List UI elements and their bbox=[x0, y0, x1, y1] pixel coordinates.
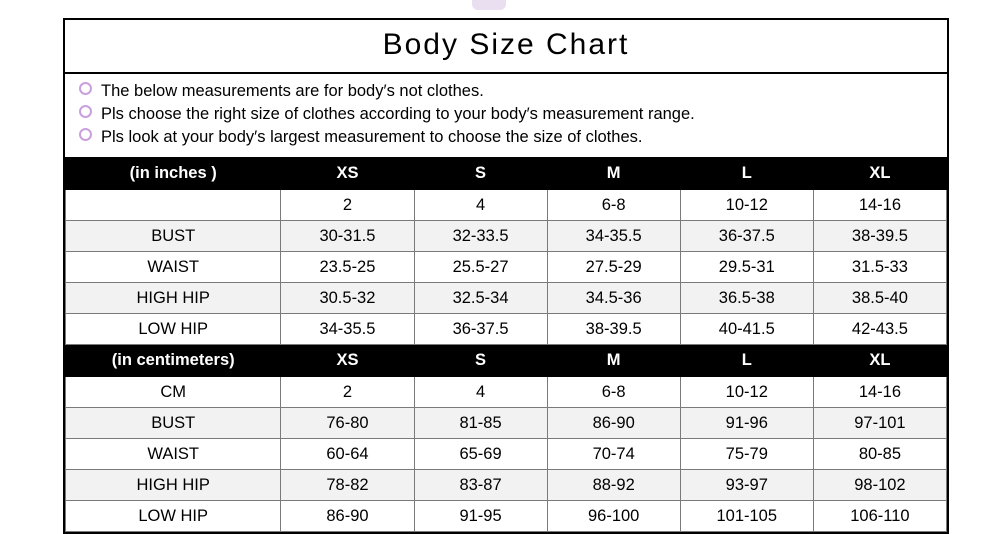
row-value: 97-101 bbox=[813, 408, 946, 439]
row-value: 2 bbox=[281, 377, 414, 408]
column-header-l: L bbox=[680, 158, 813, 190]
bullet-circle-icon bbox=[79, 128, 92, 141]
row-label: BUST bbox=[66, 221, 281, 252]
column-header-m: M bbox=[547, 158, 680, 190]
row-value: 14-16 bbox=[813, 190, 946, 221]
row-value: 86-90 bbox=[547, 408, 680, 439]
note-item bbox=[79, 103, 947, 126]
column-header-unit-cm: (in centimeters) bbox=[66, 345, 281, 377]
note-text: Pls look at your body′s largest measurement to choose the size of clothes. bbox=[101, 128, 643, 146]
row-value: 96-100 bbox=[547, 501, 680, 532]
column-header-xl-cm: XL bbox=[813, 345, 946, 377]
column-header-l-cm: L bbox=[680, 345, 813, 377]
row-value: 32-33.5 bbox=[414, 221, 547, 252]
note-item bbox=[79, 126, 947, 149]
row-label: CM bbox=[66, 377, 281, 408]
row-value: 14-16 bbox=[813, 377, 946, 408]
table-row bbox=[66, 283, 947, 314]
column-header-m-cm: M bbox=[547, 345, 680, 377]
measurements-table bbox=[65, 157, 947, 532]
row-value: 75-79 bbox=[680, 439, 813, 470]
inches-header-row bbox=[66, 158, 947, 190]
row-value: 40-41.5 bbox=[680, 314, 813, 345]
row-value: 80-85 bbox=[813, 439, 946, 470]
row-value: 27.5-29 bbox=[547, 252, 680, 283]
row-value: 23.5-25 bbox=[281, 252, 414, 283]
page-title: Body Size Chart bbox=[382, 28, 630, 61]
column-header-xs: XS bbox=[281, 158, 414, 190]
row-label: HIGH HIP bbox=[66, 283, 281, 314]
row-value: 2 bbox=[281, 190, 414, 221]
row-value: 65-69 bbox=[414, 439, 547, 470]
row-label: LOW HIP bbox=[66, 314, 281, 345]
row-label: WAIST bbox=[66, 252, 281, 283]
table-row bbox=[66, 408, 947, 439]
row-value: 34-35.5 bbox=[547, 221, 680, 252]
table-row bbox=[66, 377, 947, 408]
row-value: 4 bbox=[414, 377, 547, 408]
row-value: 36.5-38 bbox=[680, 283, 813, 314]
column-header-unit: (in inches ) bbox=[66, 158, 281, 190]
row-value: 91-95 bbox=[414, 501, 547, 532]
row-label: HIGH HIP bbox=[66, 470, 281, 501]
top-decoration bbox=[472, 0, 506, 10]
bullet-circle-icon bbox=[79, 105, 92, 118]
row-value: 93-97 bbox=[680, 470, 813, 501]
row-label: BUST bbox=[66, 408, 281, 439]
row-value: 88-92 bbox=[547, 470, 680, 501]
table-row bbox=[66, 252, 947, 283]
table-row bbox=[66, 439, 947, 470]
notes-block bbox=[65, 72, 947, 157]
table-row bbox=[66, 470, 947, 501]
row-value: 31.5-33 bbox=[813, 252, 946, 283]
row-value: 42-43.5 bbox=[813, 314, 946, 345]
row-value: 34.5-36 bbox=[547, 283, 680, 314]
row-value: 34-35.5 bbox=[281, 314, 414, 345]
row-value: 10-12 bbox=[680, 190, 813, 221]
column-header-xs-cm: XS bbox=[281, 345, 414, 377]
row-value: 30.5-32 bbox=[281, 283, 414, 314]
note-text: The below measurements are for body′s not clothes. bbox=[101, 82, 484, 100]
row-value: 10-12 bbox=[680, 377, 813, 408]
row-value: 76-80 bbox=[281, 408, 414, 439]
row-value: 36-37.5 bbox=[680, 221, 813, 252]
row-value: 83-87 bbox=[414, 470, 547, 501]
table-row bbox=[66, 314, 947, 345]
row-label bbox=[66, 190, 281, 221]
row-value: 6-8 bbox=[547, 377, 680, 408]
row-value: 78-82 bbox=[281, 470, 414, 501]
note-text: Pls choose the right size of clothes according to your body′s measurement range. bbox=[101, 105, 695, 123]
row-label: LOW HIP bbox=[66, 501, 281, 532]
centimeters-header-row bbox=[66, 345, 947, 377]
column-header-s-cm: S bbox=[414, 345, 547, 377]
table-row bbox=[66, 501, 947, 532]
bullet-circle-icon bbox=[79, 82, 92, 95]
row-value: 81-85 bbox=[414, 408, 547, 439]
table-row bbox=[66, 190, 947, 221]
body-size-chart bbox=[63, 18, 949, 534]
row-value: 25.5-27 bbox=[414, 252, 547, 283]
row-value: 60-64 bbox=[281, 439, 414, 470]
row-value: 6-8 bbox=[547, 190, 680, 221]
row-value: 38.5-40 bbox=[813, 283, 946, 314]
row-value: 30-31.5 bbox=[281, 221, 414, 252]
row-value: 36-37.5 bbox=[414, 314, 547, 345]
row-value: 38-39.5 bbox=[547, 314, 680, 345]
row-value: 98-102 bbox=[813, 470, 946, 501]
row-value: 91-96 bbox=[680, 408, 813, 439]
row-value: 70-74 bbox=[547, 439, 680, 470]
table-row bbox=[66, 221, 947, 252]
row-value: 32.5-34 bbox=[414, 283, 547, 314]
column-header-xl: XL bbox=[813, 158, 946, 190]
row-label: WAIST bbox=[66, 439, 281, 470]
note-item bbox=[79, 80, 947, 103]
row-value: 29.5-31 bbox=[680, 252, 813, 283]
column-header-s: S bbox=[414, 158, 547, 190]
row-value: 101-105 bbox=[680, 501, 813, 532]
row-value: 38-39.5 bbox=[813, 221, 946, 252]
row-value: 106-110 bbox=[813, 501, 946, 532]
row-value: 86-90 bbox=[281, 501, 414, 532]
row-value: 4 bbox=[414, 190, 547, 221]
